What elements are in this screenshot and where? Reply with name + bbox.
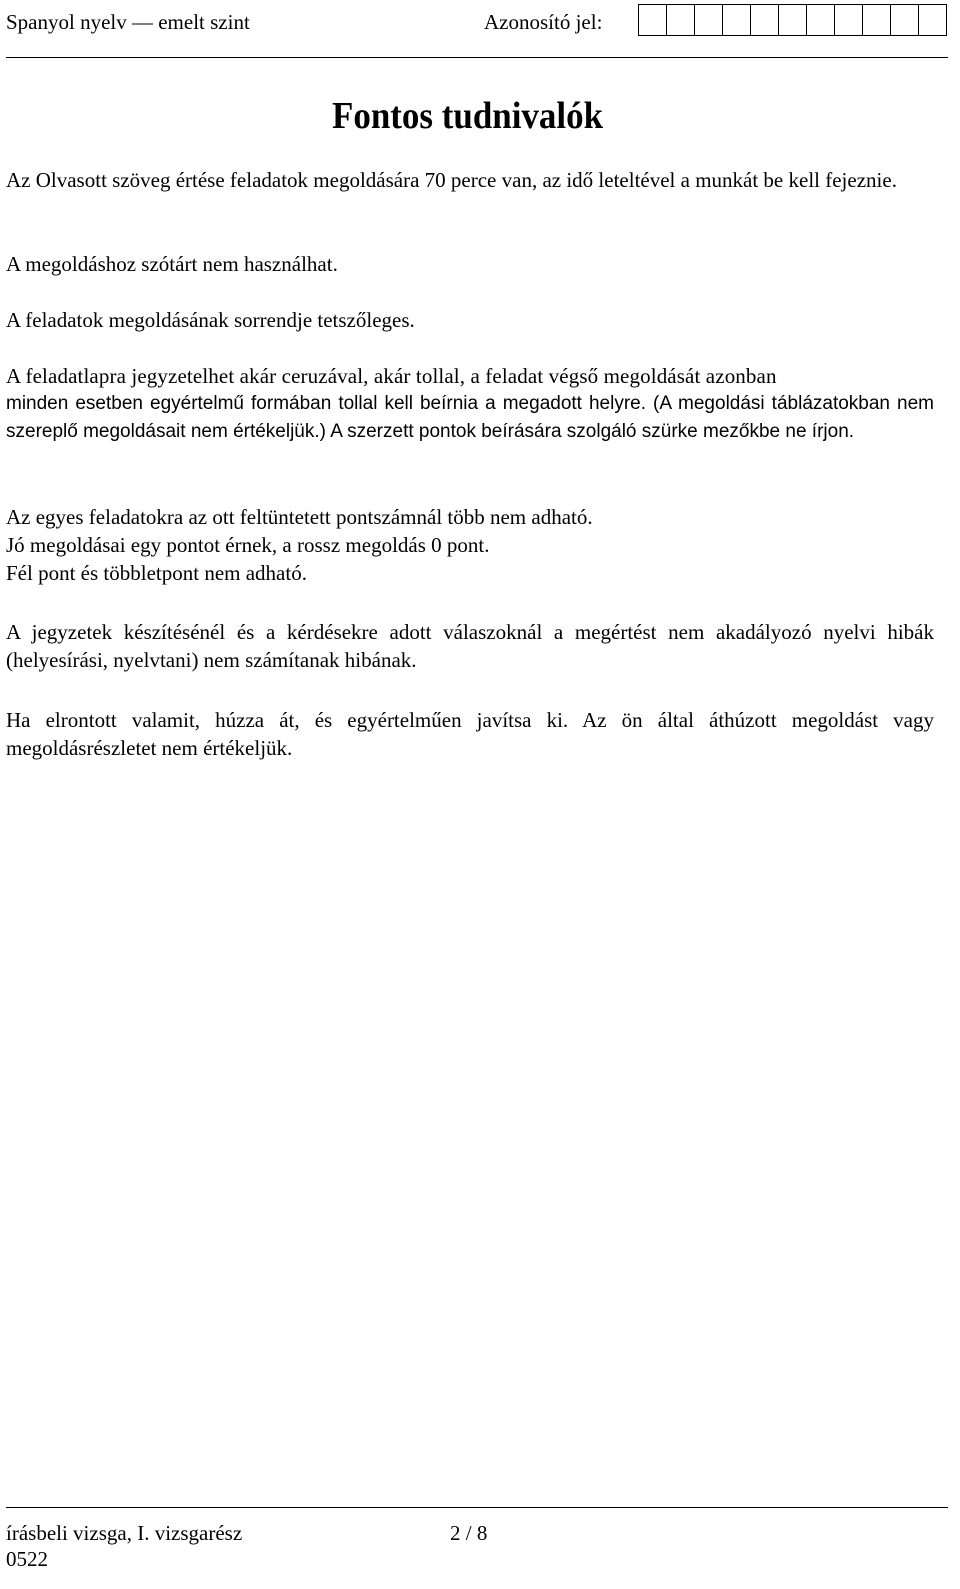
paragraph-no-dictionary: A megoldáshoz szótárt nem használhat.	[6, 252, 338, 276]
identifier-box[interactable]	[890, 4, 919, 36]
footer-exam-code: 0522	[6, 1547, 48, 1571]
paragraph-language-errors: A jegyzetek készítésénél és a kérdésekre adott válaszoknál a megértést nem akadályozó nyelvi hibák (helyesírási, nyelvtani) nem számítanak hibának.	[6, 620, 934, 672]
paragraph-notes-line1: A feladatlapra jegyzetelhet akár ceruzával, akár tollal, a feladat végső megoldását azonban	[6, 364, 777, 388]
paragraph-points-line1: Az egyes feladatokra az ott feltüntetett pontszámnál több nem adható.	[6, 505, 593, 529]
paragraph-points-line2: Jó megoldásai egy pontot érnek, a rossz megoldás 0 pont.	[6, 533, 490, 557]
header-divider	[6, 57, 948, 58]
identifier-box[interactable]	[694, 4, 723, 36]
paragraph-time-limit: Az Olvasott szöveg értése feladatok megoldására 70 perce van, az idő leteltével a munkát be kell fejeznie.	[6, 168, 897, 192]
paragraph-notes-sans: minden esetben egyértelmű formában tollal kell beírnia a megadott helyre. (A megoldási táblázatokban nem szereplő megoldásait nem értékeljük.) A szerzett pontok beírására szolgáló szürke mezőkbe ne írjon.	[6, 393, 934, 442]
page-header	[0, 0, 960, 58]
identifier-box[interactable]	[834, 4, 863, 36]
header-subject: Spanyol nyelv — emelt szint	[6, 10, 250, 34]
paragraph-order: A feladatok megoldásának sorrendje tetszőleges.	[6, 308, 415, 332]
identifier-boxes	[638, 4, 947, 36]
identifier-box[interactable]	[666, 4, 695, 36]
footer-exam-name: írásbeli vizsga, I. vizsgarész	[6, 1521, 243, 1545]
paragraph-points	[6, 503, 934, 587]
identifier-box[interactable]	[862, 4, 891, 36]
paragraph-notes	[6, 362, 934, 446]
identifier-box[interactable]	[806, 4, 835, 36]
identifier-box[interactable]	[750, 4, 779, 36]
identifier-box[interactable]	[778, 4, 807, 36]
footer-exam-info	[6, 1520, 242, 1572]
header-id-label: Azonosító jel:	[484, 10, 603, 34]
paragraph-corrections: Ha elrontott valamit, húzza át, és egyértelműen javítsa ki. Az ön által áthúzott megoldást vagy megoldásrészletet nem értékeljük.	[6, 708, 934, 760]
footer-page-number: 2 / 8	[450, 1521, 488, 1545]
identifier-box[interactable]	[722, 4, 751, 36]
page-title: Fontos tudnivalók	[331, 95, 604, 138]
identifier-box[interactable]	[918, 4, 947, 36]
identifier-box[interactable]	[638, 4, 667, 36]
paragraph-points-line3: Fél pont és többletpont nem adható.	[6, 561, 307, 585]
footer-divider	[6, 1507, 948, 1508]
